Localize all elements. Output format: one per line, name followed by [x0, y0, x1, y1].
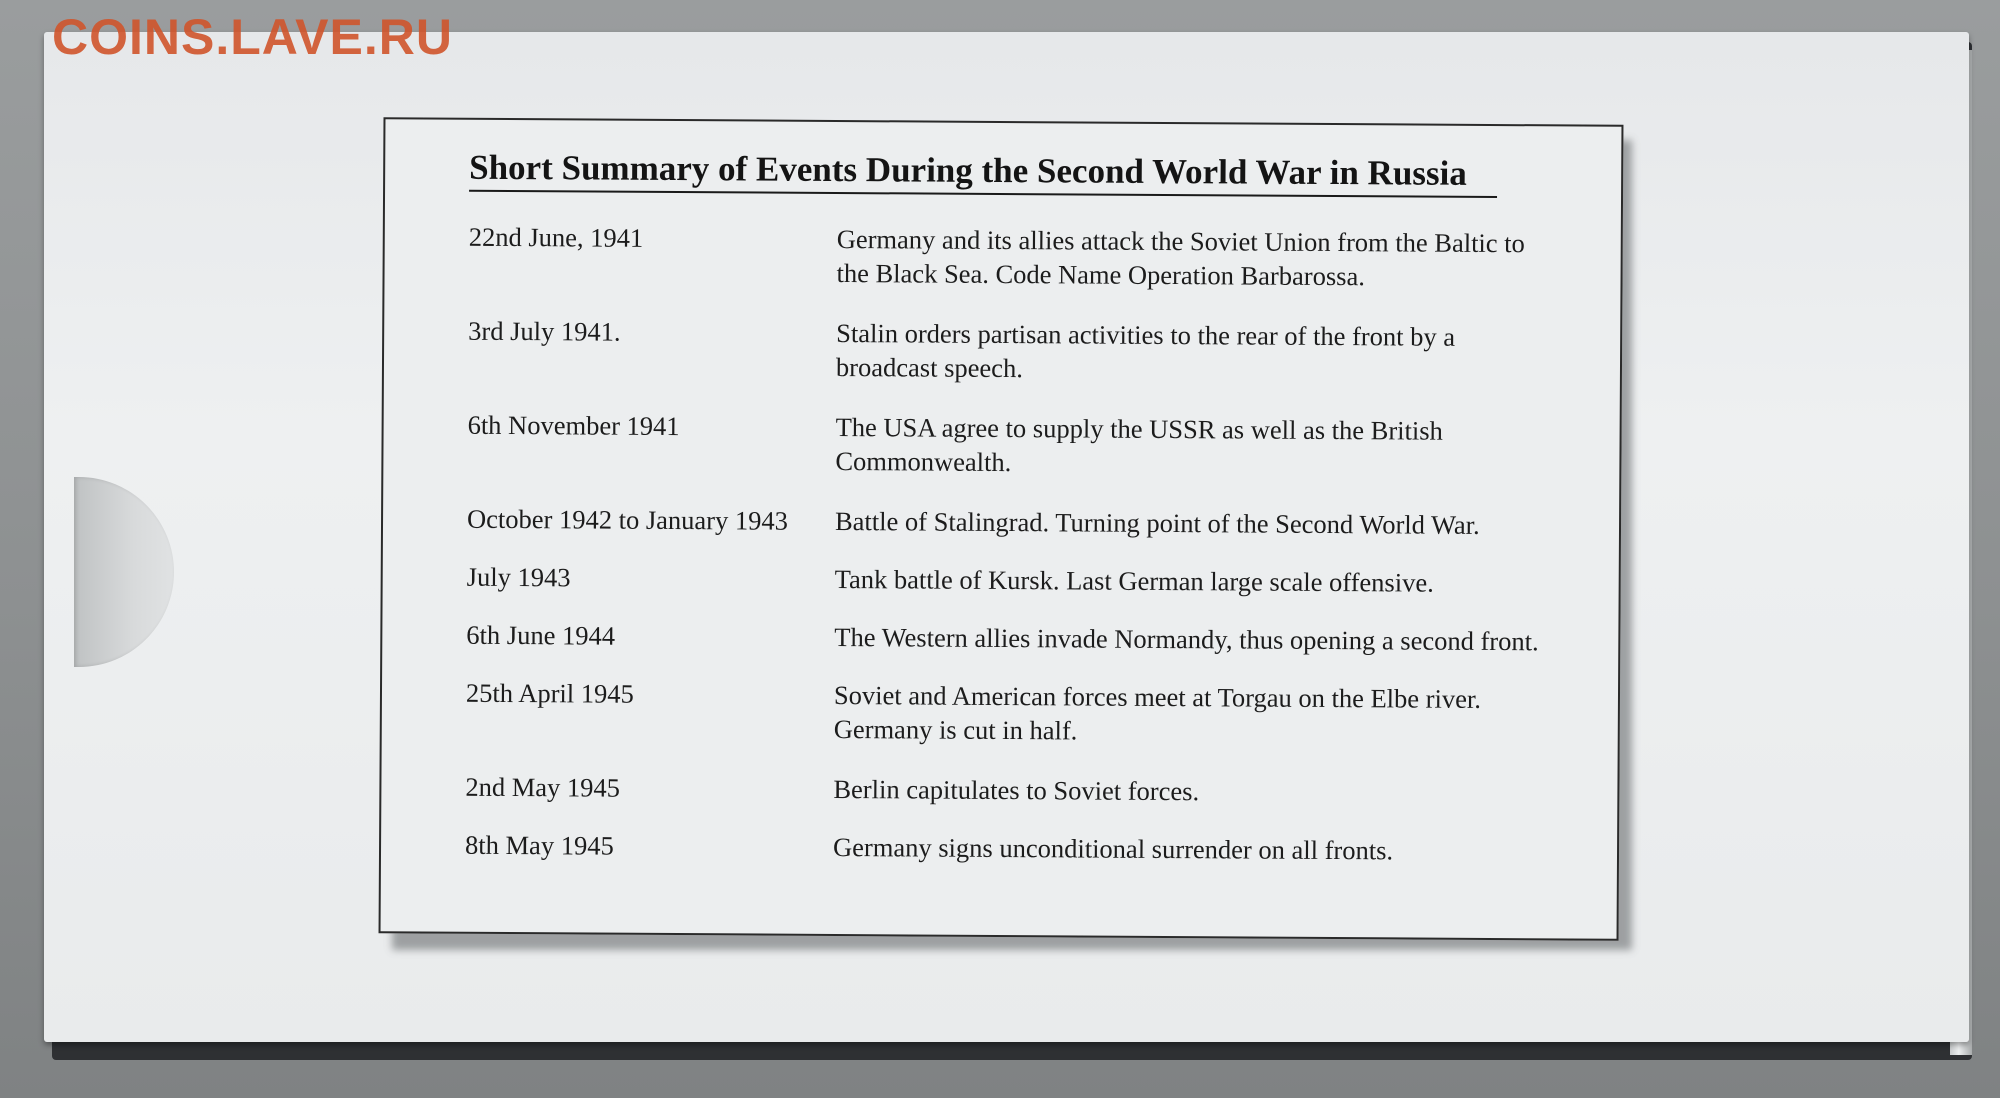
event-description: Battle of Stalingrad. Turning point of the Second World War.: [834, 505, 1480, 540]
event-row: [465, 770, 1565, 835]
event-date: 6th June 1944: [466, 619, 616, 651]
event-date: October 1942 to January 1943: [466, 503, 789, 536]
event-row: [466, 618, 1566, 683]
event-description: Berlin capitulates to Soviet forces.: [833, 773, 1200, 807]
event-description: The Western allies invade Normandy, thus opening a second front.: [834, 621, 1539, 657]
event-description: The USA agree to supply the USSR as well as the British Commonwealth.: [835, 411, 1443, 478]
card-title: Short Summary of Events During the Second World War in Russia: [469, 148, 1497, 198]
event-row: [467, 502, 1567, 567]
event-row: [468, 220, 1569, 321]
event-date: 8th May 1945: [464, 829, 614, 861]
event-description: Soviet and American forces meet at Torgau on the Elbe river. Germany is cut in half.: [833, 679, 1482, 746]
events-list: [465, 220, 1569, 893]
summary-card: [379, 117, 1624, 941]
event-date: 2nd May 1945: [465, 771, 621, 803]
event-description: Tank battle of Kursk. Last German large scale offensive.: [834, 563, 1434, 598]
event-date: July 1943: [466, 561, 571, 593]
event-date: 3rd July 1941.: [468, 315, 621, 347]
event-row: [467, 408, 1568, 509]
event-row: [466, 560, 1566, 625]
event-date: 22nd June, 1941: [468, 221, 644, 253]
event-description: Germany and its allies attack the Soviet Union from the Baltic to the Black Sea. Code Name Operation Barbarossa.: [836, 223, 1525, 292]
event-row: [466, 676, 1567, 777]
finger-notch: [74, 477, 174, 667]
event-description: Germany signs unconditional surrender on all fronts.: [832, 831, 1394, 866]
event-row: [468, 314, 1569, 415]
watermark-text: COINS.LAVE.RU: [52, 9, 453, 65]
event-date: 6th November 1941: [467, 409, 680, 442]
event-date: 25th April 1945: [465, 677, 634, 709]
event-row: [465, 828, 1565, 893]
event-description: Stalin orders partisan activities to the rear of the front by a broadcast speech.: [835, 317, 1456, 384]
